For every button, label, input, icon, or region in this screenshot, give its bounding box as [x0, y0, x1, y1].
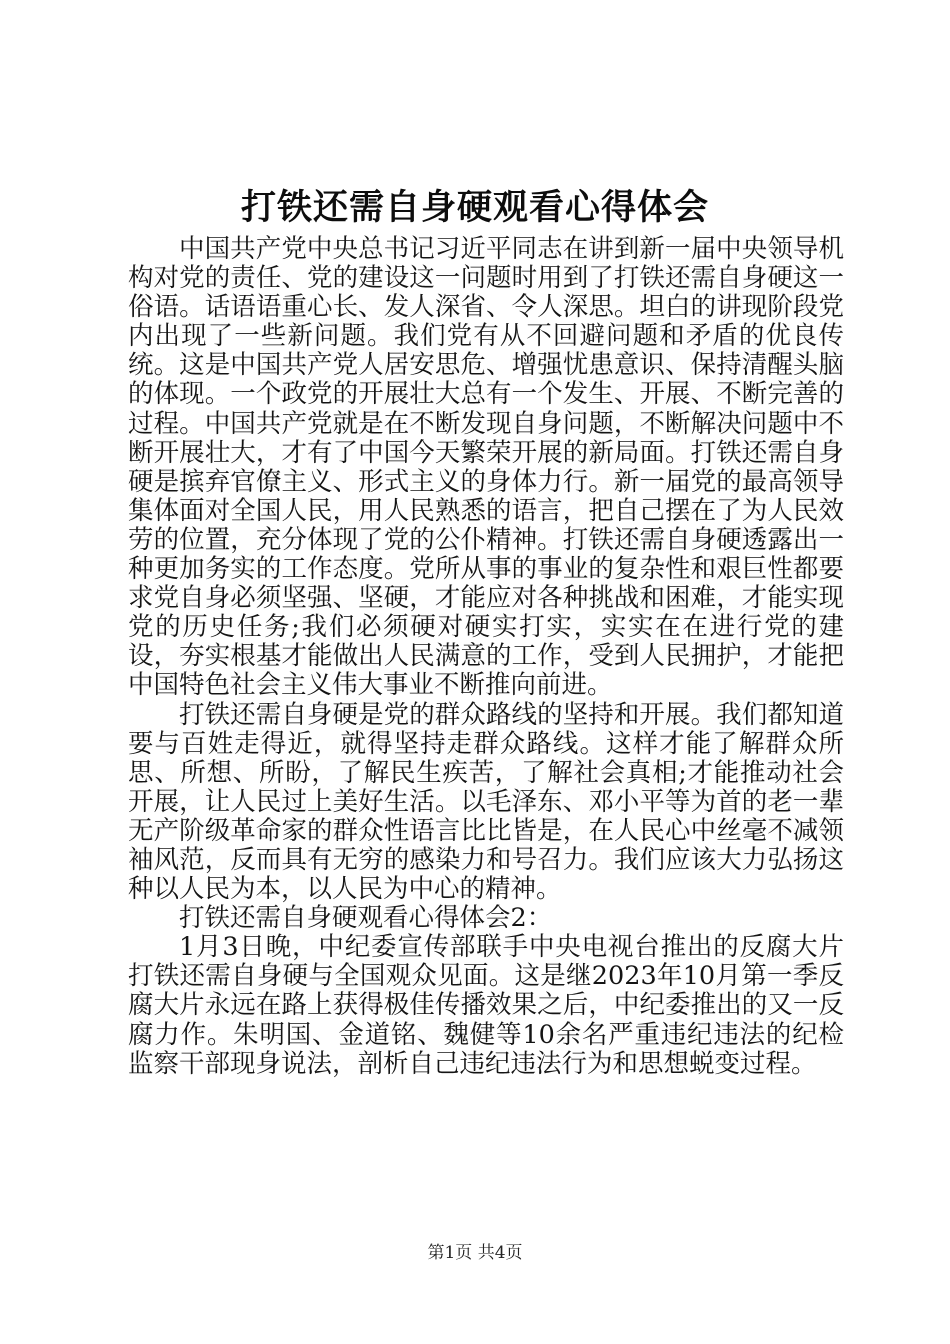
document-title: 打铁还需自身硬观看心得体会 [240, 188, 709, 228]
paragraph-3-subtitle: 打铁还需自身硬观看心得体会2： [179, 903, 553, 934]
paragraph-1: 中国共产党中央总书记习近平同志在讲到新一届中央领导机构对党的责任、党的建设这一问题时用到了打铁还需自身硬这一俗语。话语语重心长、发人深省、令人深思。坦白的讲现阶段党内出现了一些新问题。我们党有从不回避问题和矛盾的优良传统。这是中国共产党人居安思危、增强忧患意识、保持清醒头脑的体现。一个政党的开展壮大总有一个发生、开展、不断完善的过程。中国共产党就是在不断发现自身问题，不断解决问题中不断开展壮大，才有了中国今天繁荣开展的新局面。打铁还需自身硬是摈弃官僚主义、形式主义的身体力行。新一届党的最高领导集体面对全国人民，用人民熟悉的语言，把自己摆在了为人民效劳的位置，充分体现了党的公仆精神。打铁还需自身硬透露出一种更加务实的工作态度。党所从事的事业的复杂性和艰巨性都要求党自身必须坚强、坚硬，才能应对各种挑战和困难，才能实现党的历史任务;我们必须硬对硬实打实，实实在在进行党的建设，夯实根基才能做出人民满意的工作，受到人民拥护，才能把中国特色社会主义伟大事业不断推向前进。 [128, 234, 844, 701]
page-number-footer: 第1页 共4页 [427, 1243, 523, 1263]
paragraph-2: 打铁还需自身硬是党的群众路线的坚持和开展。我们都知道要与百姓走得近，就得坚持走群众路线。这样才能了解群众所思、所想、所盼，了解民生疾苦，了解社会真相;才能推动社会开展，让人民过上美好生活。以毛泽东、邓小平等为首的老一辈无产阶级革命家的群众性语言比比皆是，在人民心中丝毫不减领袖风范，反而具有无穷的感染力和号召力。我们应该大力弘扬这种以人民为本，以人民为中心的精神。 [128, 699, 844, 905]
paragraph-4: 1月3日晚，中纪委宣传部联手中央电视台推出的反腐大片打铁还需自身硬与全国观众见面。这是继2023年10月第一季反腐大片永远在路上获得极佳传播效果之后，中纪委推出的又一反腐力作。朱明国、金道铭、魏健等10余名严重违纪违法的纪检监察干部现身说法，剖析自己违纪违法行为和思想蜕变过程。 [128, 932, 844, 1079]
document-body [128, 235, 844, 1079]
